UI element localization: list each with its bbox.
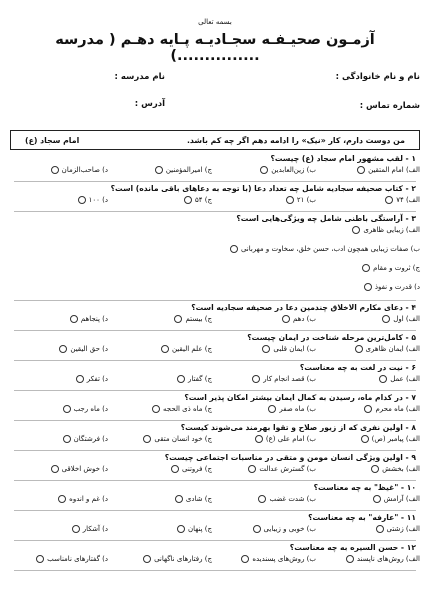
answer-option-label: د) ماه رجب <box>73 405 108 413</box>
answer-option-label: د) گفتارهای نامناسب <box>47 555 108 563</box>
radio-circle-icon[interactable] <box>177 375 185 383</box>
answer-option[interactable] <box>376 525 420 533</box>
options-row <box>10 372 420 389</box>
answer-option-label: ب) امام علی (ع) <box>265 435 316 443</box>
answer-option[interactable] <box>282 315 316 323</box>
radio-circle-icon[interactable] <box>364 283 372 291</box>
answer-option[interactable] <box>152 405 212 413</box>
answer-option-label: ج) گفتار <box>188 375 212 383</box>
answer-option[interactable] <box>78 196 108 204</box>
answer-option[interactable] <box>252 375 316 383</box>
option-row <box>10 280 420 299</box>
answer-option[interactable] <box>72 525 108 533</box>
radio-circle-icon[interactable] <box>373 495 381 503</box>
exam-title: آزمـون صحیـفـه سجـادیـه پـایه دهـم ( مدرسه ...............) <box>55 32 375 64</box>
question-text: ۱۲ - حسن السیره به چه معناست؟ <box>289 543 416 552</box>
answer-option[interactable] <box>171 465 212 473</box>
answer-option-label: الف) ایمان ظاهری <box>365 345 420 353</box>
answer-option-label: ج) امیرالمؤمنین <box>165 166 212 174</box>
answer-option[interactable] <box>253 525 316 533</box>
radio-circle-icon[interactable] <box>352 226 360 234</box>
quote-text: من دوست دارم، کار «نیک» را ادامه دهم اگر چه کم باشد. <box>186 136 405 145</box>
answer-option-label: ب) ایمان قلبی <box>273 345 316 353</box>
options-row <box>10 342 420 359</box>
radio-circle-icon[interactable] <box>255 435 263 443</box>
answer-option[interactable] <box>258 495 316 503</box>
answer-option-label: ب) خوبی و زیبایی <box>263 525 316 533</box>
answer-option-label: د) غم و اندوه <box>69 495 108 503</box>
option-row <box>10 242 420 261</box>
options-row <box>10 312 420 329</box>
radio-circle-icon[interactable] <box>63 435 71 443</box>
question-block <box>10 361 420 391</box>
answer-option[interactable] <box>230 245 420 253</box>
question-block <box>10 331 420 361</box>
answer-option-label: ب) گسترش عدالت <box>259 465 316 473</box>
answer-option[interactable] <box>177 525 212 533</box>
answer-option-label: ج) علم الیقین <box>171 345 212 353</box>
answer-option-label: الف) آرامش <box>383 495 420 503</box>
question-text: ۹ - اولین ویژگی انسان مومن و متقی در مناسبات اجتماعی چیست؟ <box>164 453 416 462</box>
answer-option-label: د) فرشتگان <box>73 435 108 443</box>
radio-circle-icon[interactable] <box>36 555 44 563</box>
answer-option[interactable] <box>255 435 316 443</box>
answer-option[interactable] <box>177 375 212 383</box>
answer-option[interactable] <box>379 375 420 383</box>
radio-circle-icon[interactable] <box>248 465 256 473</box>
answer-option[interactable] <box>248 465 316 473</box>
answer-option-label: د) قدرت و نفوذ <box>374 283 420 291</box>
radio-circle-icon[interactable] <box>174 315 182 323</box>
question-block <box>10 511 420 541</box>
answer-option-label: ج) شادی <box>185 495 212 503</box>
question-block <box>10 301 420 331</box>
answer-option-label: الف) اول <box>393 315 420 323</box>
answer-option[interactable] <box>184 196 212 204</box>
answer-option-label: ب) صفات زیبایی همچون ادب، حسن خلق، سخاوت و مهربانی <box>240 245 420 253</box>
radio-circle-icon[interactable] <box>362 264 370 272</box>
question-block <box>10 152 420 182</box>
answer-option-label: ج) ۵۴ <box>194 196 212 204</box>
radio-circle-icon[interactable] <box>177 525 185 533</box>
answer-option[interactable] <box>371 465 420 473</box>
radio-circle-icon[interactable] <box>376 525 384 533</box>
answer-option[interactable] <box>76 375 108 383</box>
answer-option[interactable] <box>361 435 420 443</box>
answer-option[interactable] <box>346 555 420 563</box>
option-row <box>10 261 420 280</box>
radio-circle-icon[interactable] <box>143 555 151 563</box>
radio-circle-icon[interactable] <box>371 465 379 473</box>
radio-circle-icon[interactable] <box>143 435 151 443</box>
answer-option[interactable] <box>155 166 212 174</box>
options-row <box>10 522 420 539</box>
question-block <box>10 481 420 511</box>
answer-option-label: د) آشکار <box>82 525 108 533</box>
radio-circle-icon[interactable] <box>364 405 372 413</box>
radio-circle-icon[interactable] <box>70 315 78 323</box>
options-row <box>10 163 420 180</box>
radio-circle-icon[interactable] <box>59 345 67 353</box>
radio-circle-icon[interactable] <box>241 555 249 563</box>
answer-option[interactable] <box>268 405 316 413</box>
radio-circle-icon[interactable] <box>175 495 183 503</box>
answer-option-label: د) خوش اخلاقی <box>61 465 108 473</box>
question-block <box>10 212 420 301</box>
radio-circle-icon[interactable] <box>282 315 290 323</box>
quote-banner <box>10 130 420 150</box>
answer-option[interactable] <box>70 315 108 323</box>
radio-circle-icon[interactable] <box>260 166 268 174</box>
answer-option-label: ب) قصد انجام کار <box>263 375 316 383</box>
question-text: ۵ - کامل‌ترین مرحله شناخت در ایمان چیست؟ <box>247 333 416 342</box>
radio-circle-icon[interactable] <box>253 525 261 533</box>
answer-option-label: د) حق الیقین <box>70 345 108 353</box>
answer-option[interactable] <box>385 196 420 204</box>
question-text: ۳ - آراستگی باطنی شامل چه ویژگی‌هایی است؟ <box>236 214 416 223</box>
answer-option[interactable] <box>58 495 108 503</box>
answer-option-label: الف) زشتی <box>386 525 420 533</box>
student-info <box>10 68 420 138</box>
answer-option[interactable] <box>51 166 108 174</box>
radio-circle-icon[interactable] <box>51 465 59 473</box>
answer-option[interactable] <box>286 196 316 204</box>
option-row <box>10 223 420 242</box>
answer-option[interactable] <box>262 345 316 353</box>
answer-option[interactable] <box>59 345 108 353</box>
answer-option[interactable] <box>362 264 420 272</box>
radio-circle-icon[interactable] <box>72 525 80 533</box>
school-field: نام مدرسه : <box>114 72 165 82</box>
answer-option-label: الف) بخشش <box>382 465 420 473</box>
radio-circle-icon[interactable] <box>382 315 390 323</box>
answer-option-label: ج) خود انسان متقی <box>154 435 212 443</box>
radio-circle-icon[interactable] <box>252 375 260 383</box>
address-field: آدرس : <box>134 99 165 109</box>
radio-circle-icon[interactable] <box>385 196 393 204</box>
answer-option-label: ج) بیستم <box>185 315 212 323</box>
answer-option-label: الف) عمل <box>390 375 420 383</box>
answer-option-label: الف) ۷۴ <box>396 196 420 204</box>
radio-circle-icon[interactable] <box>286 196 294 204</box>
answer-option-label: الف) امام المتقین <box>368 166 420 174</box>
radio-circle-icon[interactable] <box>357 166 365 174</box>
answer-option-label: ج) ماه ذی الحجه <box>163 405 212 413</box>
quote-attribution: امام سجاد (ع) <box>25 136 80 145</box>
question-text: ۶ - نیت در لغت به چه معناست؟ <box>299 363 416 372</box>
radio-circle-icon[interactable] <box>161 345 169 353</box>
answer-option-label: ب) روش‌های پسندیده <box>252 555 316 563</box>
radio-circle-icon[interactable] <box>76 375 84 383</box>
options-row <box>10 193 420 210</box>
answer-option[interactable] <box>355 345 420 353</box>
question-block <box>10 182 420 212</box>
question-text: ۱ - لقب مشهور امام سجاد (ع) چیست؟ <box>270 154 416 163</box>
answer-option-label: د) ۱۰۰ <box>88 196 108 204</box>
question-block <box>10 421 420 451</box>
radio-circle-icon[interactable] <box>262 345 270 353</box>
options-row <box>10 402 420 419</box>
answer-option-label: ب) ماه صفر <box>279 405 316 413</box>
answer-option-label: د) صاحب‌الزمان <box>61 166 108 174</box>
question-text: ۷ - در کدام ماه، رسیدن به کمال ایمان بیشتر امکان پذیر است؟ <box>184 393 416 402</box>
question-text: ۲ - کتاب صحیفه سجادیه شامل چه تعداد دعا (با توجه به دعاهای باقی مانده) است؟ <box>110 184 416 193</box>
bismillah: بسمه تعالی <box>198 18 232 26</box>
radio-circle-icon[interactable] <box>379 375 387 383</box>
answer-option[interactable] <box>364 405 420 413</box>
answer-option[interactable] <box>175 495 212 503</box>
options-row <box>10 462 420 479</box>
phone-field: شماره تماس : <box>359 101 420 111</box>
answer-option[interactable] <box>143 435 212 443</box>
question-block <box>10 451 420 481</box>
radio-circle-icon[interactable] <box>268 405 276 413</box>
answer-option-label: الف) پیامبر (ص) <box>371 435 420 443</box>
radio-circle-icon[interactable] <box>184 196 192 204</box>
radio-circle-icon[interactable] <box>230 245 238 253</box>
radio-circle-icon[interactable] <box>152 405 160 413</box>
question-text: ۱۱ - "عارفه" به چه معناست؟ <box>308 513 416 522</box>
answer-option-label: د) تفکر <box>86 375 108 383</box>
question-list <box>10 152 420 571</box>
answer-option[interactable] <box>143 555 212 563</box>
options-row <box>10 552 420 569</box>
answer-option-label: ب) زین‌العابدین <box>271 166 316 174</box>
radio-circle-icon[interactable] <box>258 495 266 503</box>
answer-option[interactable] <box>357 166 420 174</box>
question-text: ۱۰ - "غیظ" به چه معناست؟ <box>313 483 416 492</box>
answer-option[interactable] <box>352 226 420 234</box>
answer-option[interactable] <box>364 283 420 291</box>
answer-option[interactable] <box>382 315 420 323</box>
question-block <box>10 391 420 421</box>
radio-circle-icon[interactable] <box>171 465 179 473</box>
answer-option-label: ج) ثروت و مقام <box>373 264 420 272</box>
answer-option[interactable] <box>174 315 212 323</box>
options-row <box>10 492 420 509</box>
question-divider <box>14 570 416 571</box>
answer-option-label: ج) پنهان <box>187 525 212 533</box>
radio-circle-icon[interactable] <box>78 196 86 204</box>
answer-option-label: الف) ماه محرم <box>375 405 420 413</box>
answer-option-label: الف) زیبایی ظاهری <box>363 226 420 234</box>
radio-circle-icon[interactable] <box>63 405 71 413</box>
answer-option-label: ب) ۲۱ <box>296 196 316 204</box>
answer-option[interactable] <box>36 555 108 563</box>
options-stack <box>10 223 420 299</box>
radio-circle-icon[interactable] <box>51 166 59 174</box>
options-row <box>10 432 420 449</box>
question-text: ۴ - دعای مکارم الاخلاق چندمین دعا در صحیفه سجادیه است؟ <box>191 303 416 312</box>
radio-circle-icon[interactable] <box>346 555 354 563</box>
answer-option-label: ج) رفتارهای ناگهانی <box>154 555 212 563</box>
answer-option-label: ب) دهم <box>292 315 316 323</box>
question-text: ۸ - اولین نفری که از زیور صلاح و تقوا بهرمند می‌شوند کیست؟ <box>180 423 416 432</box>
answer-option[interactable] <box>241 555 316 563</box>
radio-circle-icon[interactable] <box>58 495 66 503</box>
radio-circle-icon[interactable] <box>355 345 363 353</box>
radio-circle-icon[interactable] <box>155 166 163 174</box>
answer-option[interactable] <box>63 435 108 443</box>
question-block <box>10 541 420 571</box>
answer-option[interactable] <box>63 405 108 413</box>
answer-option[interactable] <box>260 166 316 174</box>
radio-circle-icon[interactable] <box>361 435 369 443</box>
answer-option-label: الف) روش‌های ناپسند <box>356 555 420 563</box>
answer-option[interactable] <box>373 495 420 503</box>
answer-option[interactable] <box>51 465 108 473</box>
name-field: نام و نام خانوادگی : <box>335 72 420 82</box>
answer-option[interactable] <box>161 345 212 353</box>
answer-option-label: ب) شدت غضب <box>269 495 316 503</box>
answer-option-label: د) پنجاهم <box>80 315 108 323</box>
answer-option-label: ج) فروتنی <box>182 465 212 473</box>
